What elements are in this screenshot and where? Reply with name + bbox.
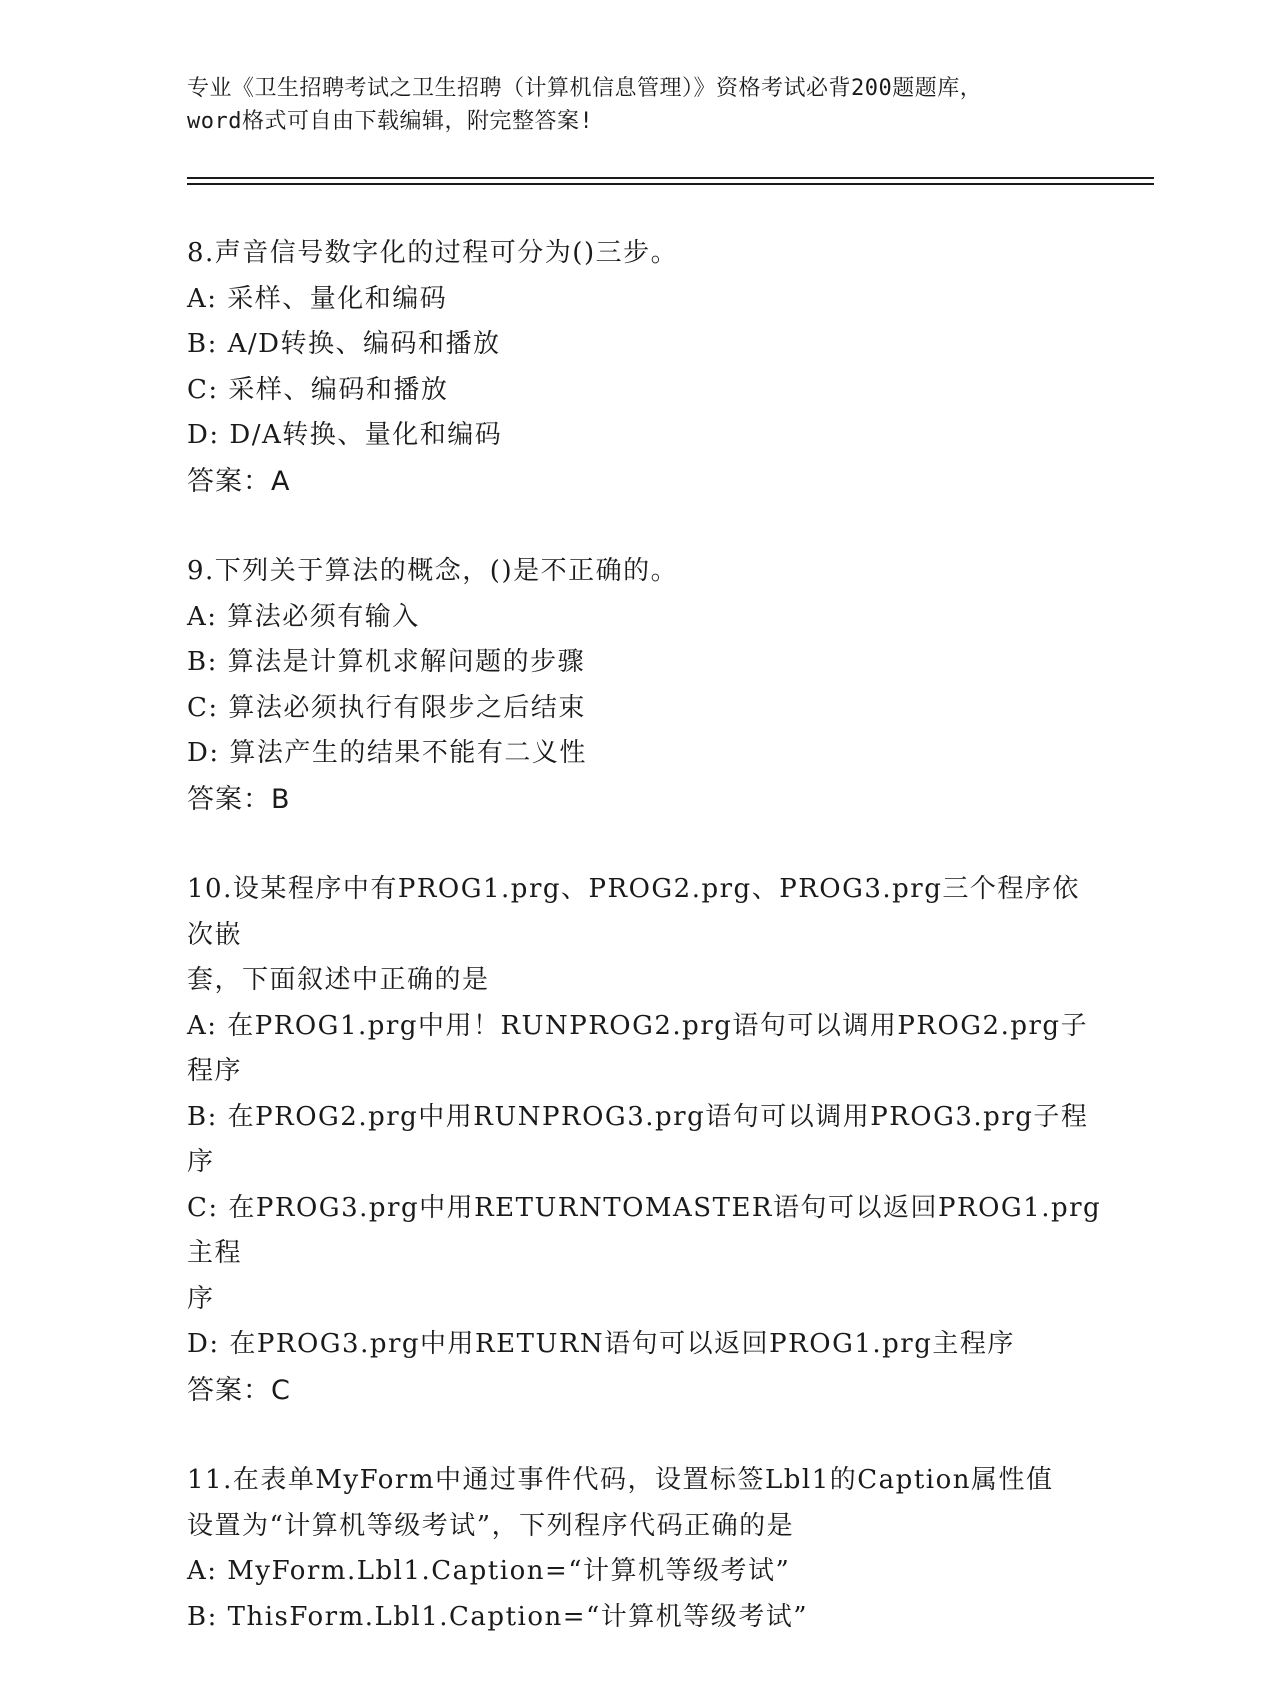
- answer-option: A: 算法必须有输入: [187, 601, 420, 632]
- question-stem: 8.声音信号数字化的过程可分为()三步。: [187, 238, 679, 268]
- answer-option: B: 在PROG2.prg中用RUNPROG3.prg语句可以调用PROG3.prg子程序: [187, 1101, 1089, 1177]
- header-divider-bottom: [187, 183, 1154, 185]
- answer-option: A: 采样、量化和编码: [187, 283, 448, 314]
- correct-answer: 答案：C: [187, 1374, 291, 1406]
- correct-answer: 答案：B: [187, 783, 291, 815]
- answer-option: D: D/A转换、量化和编码: [187, 420, 503, 450]
- header-line-2: word格式可自由下载编辑，附完整答案!: [187, 109, 594, 134]
- header-divider-top: [187, 177, 1154, 179]
- document-header: [187, 72, 1087, 138]
- answer-option: A: 在PROG1.prg中用！RUNPROG2.prg语句可以调用PROG2.prg子程序: [187, 1010, 1089, 1086]
- answer-option: B: 算法是计算机求解问题的步骤: [187, 647, 586, 677]
- question-stem: 11.在表单MyForm中通过事件代码，设置标签Lbl1的Caption属性值: [187, 1465, 1054, 1495]
- question-list: [187, 231, 1107, 1685]
- answer-option: B: A/D转换、编码和播放: [187, 329, 501, 359]
- question-block: [187, 867, 1107, 1413]
- answer-option: D: 算法产生的结果不能有二义性: [187, 738, 587, 768]
- question-block: [187, 549, 1107, 822]
- question-stem: 9.下列关于算法的概念，()是不正确的。: [187, 556, 679, 586]
- correct-answer: 答案：A: [187, 465, 291, 497]
- question-block: [187, 231, 1107, 504]
- answer-option: D: 在PROG3.prg中用RETURN语句可以返回PROG1.prg主程序: [187, 1329, 1015, 1359]
- question-stem: 设置为“计算机等级考试”，下列程序代码正确的是: [187, 1510, 795, 1541]
- answer-option: C: 在PROG3.prg中用RETURNTOMASTER语句可以返回PROG1.prg主程: [187, 1192, 1102, 1268]
- question-stem: 套，下面叙述中正确的是: [187, 965, 490, 995]
- question-stem: 10.设某程序中有PROG1.prg、PROG2.prg、PROG3.prg三个程序依次嵌: [187, 874, 1080, 950]
- header-line-1: 专业《卫生招聘考试之卫生招聘（计算机信息管理）》资格考试必背200题题库，: [187, 76, 983, 101]
- answer-option: 序: [187, 1283, 215, 1314]
- answer-option: A: MyForm.Lbl1.Caption=“计算机等级考试”: [187, 1556, 791, 1586]
- answer-option: B: ThisForm.Lbl1.Caption=“计算机等级考试”: [187, 1601, 809, 1632]
- answer-option: C: 采样、编码和播放: [187, 374, 449, 405]
- question-block: [187, 1458, 1107, 1640]
- answer-option: C: 算法必须执行有限步之后结束: [187, 692, 586, 723]
